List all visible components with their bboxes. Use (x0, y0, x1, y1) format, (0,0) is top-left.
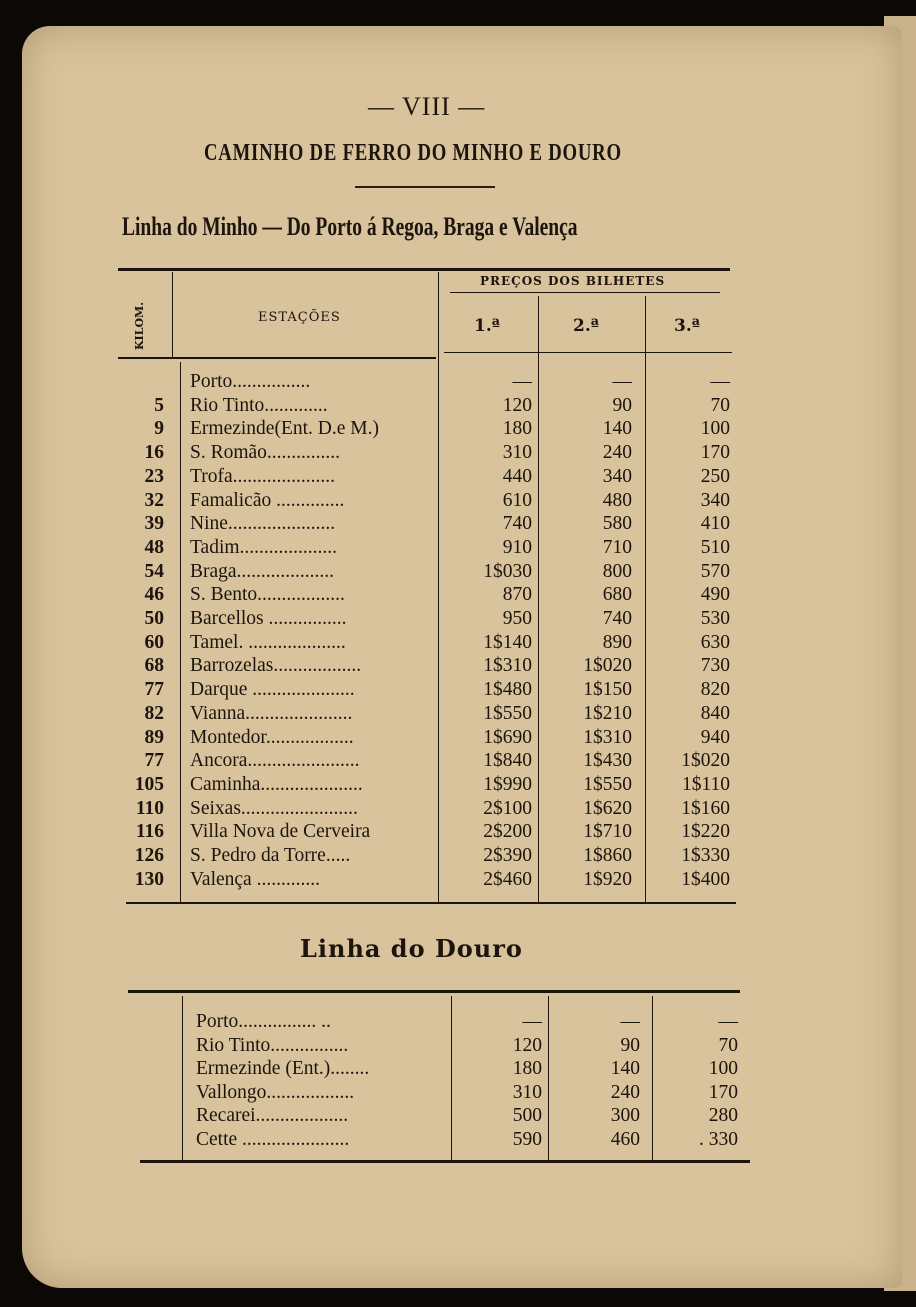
douro-bottom-rule (140, 1160, 750, 1163)
price-2nd: — (612, 371, 632, 392)
price-3rd: 820 (700, 679, 730, 701)
km-cell: 110 (135, 797, 164, 819)
header-precos: PREÇOS DOS BILHETES (480, 274, 666, 288)
price-2nd: 580 (602, 513, 632, 535)
page-number: — VIII — (368, 92, 486, 121)
price-1st: 310 (512, 1081, 542, 1103)
km-cell: 130 (134, 868, 164, 890)
price-2nd: 1$150 (583, 679, 632, 701)
price-3rd: 170 (708, 1081, 738, 1103)
station-name: Tadim.................... (190, 536, 338, 558)
station-name: Seixas........................ (190, 797, 358, 819)
table-top-rule (118, 268, 730, 271)
station-name: Rio Tinto............. (190, 394, 328, 416)
station-name: Barrozelas.................. (190, 655, 362, 677)
station-name: Ancora....................... (190, 750, 360, 772)
price-2nd: 680 (602, 584, 632, 606)
price-2nd: 1$710 (583, 821, 632, 843)
station-name: Barcellos ................ (190, 608, 347, 629)
header-bottom-rule (118, 357, 436, 359)
km-cell: 16 (144, 442, 164, 464)
header-class-2: 2.ª (573, 316, 600, 336)
price-3rd: 570 (700, 560, 730, 582)
price-3rd: 1$220 (681, 821, 730, 843)
price-2nd: 90 (612, 394, 632, 416)
price-3rd: 510 (700, 536, 730, 558)
station-name: Vianna...................... (190, 702, 353, 724)
price-1st: — (512, 371, 532, 392)
price-3rd: 340 (700, 489, 730, 511)
price-3rd: . 330 (699, 1128, 738, 1150)
price-3rd: 630 (700, 631, 730, 653)
price-3rd: 410 (700, 513, 730, 535)
price-3rd: 490 (700, 584, 730, 606)
station-name: Vallongo.................. (196, 1081, 355, 1103)
price-2nd: 240 (602, 442, 632, 464)
price-1st: — (522, 1011, 542, 1032)
price-1st: 2$390 (483, 845, 532, 866)
station-name: Valença ............. (190, 868, 320, 890)
station-name: Porto................ (190, 371, 311, 392)
price-3rd: 1$330 (681, 845, 730, 866)
station-name: Tamel. .................... (190, 631, 346, 653)
price-1st: 610 (502, 489, 532, 511)
station-name: S. Bento.................. (190, 584, 345, 606)
station-name: Ermezinde(Ent. D.e M.) (190, 418, 379, 440)
price-1st: 440 (502, 465, 532, 487)
price-2nd: 1$430 (583, 750, 632, 772)
price-1st: 500 (512, 1105, 542, 1126)
price-2nd: 1$210 (583, 702, 632, 724)
price-2nd: 1$020 (583, 655, 632, 677)
price-1st: 590 (512, 1128, 542, 1150)
km-cell: 9 (154, 418, 164, 440)
station-name: Ermezinde (Ent.)........ (196, 1058, 370, 1079)
price-1st: 1$030 (483, 560, 532, 582)
station-name: Braga.................... (190, 560, 335, 582)
price-1st: 1$690 (483, 726, 532, 748)
price-2nd: 1$550 (583, 773, 632, 795)
station-name: Caminha..................... (190, 773, 363, 795)
price-1st: 180 (502, 418, 532, 440)
price-3rd: — (710, 371, 730, 392)
km-cell: 46 (144, 584, 164, 606)
price-3rd: 1$400 (681, 868, 730, 890)
station-name: Trofa..................... (190, 465, 335, 487)
km-cell: 68 (144, 655, 164, 677)
km-cell: 116 (135, 821, 164, 843)
price-1st: 950 (502, 608, 532, 629)
price-3rd: 530 (700, 608, 730, 629)
station-name: Nine...................... (190, 513, 336, 535)
price-1st: 1$990 (483, 773, 532, 795)
price-1st: 870 (502, 584, 532, 606)
header-class-3: 3.ª (674, 316, 701, 336)
km-cell: 89 (144, 726, 164, 748)
price-2nd: 1$860 (583, 845, 632, 866)
price-2nd: 460 (610, 1128, 640, 1150)
price-3rd: 840 (700, 702, 730, 724)
price-1st: 1$140 (483, 631, 532, 653)
column-divider (182, 996, 183, 1160)
km-cell: 126 (134, 845, 164, 866)
price-3rd: 100 (708, 1058, 738, 1079)
price-1st: 2$460 (483, 868, 532, 890)
precos-underline (450, 292, 720, 293)
price-2nd: 1$920 (583, 868, 632, 890)
price-3rd: 250 (700, 465, 730, 487)
price-1st: 120 (512, 1034, 542, 1056)
price-1st: 1$310 (483, 655, 532, 677)
price-3rd: 280 (708, 1105, 738, 1126)
km-cell: 5 (154, 394, 164, 416)
km-cell: 105 (134, 773, 164, 795)
price-1st: 2$100 (483, 797, 532, 819)
km-cell: 50 (144, 608, 164, 629)
price-3rd: 1$110 (681, 773, 730, 795)
km-cell: 60 (144, 631, 164, 653)
km-cell: 82 (144, 702, 164, 724)
price-3rd: 70 (710, 394, 730, 416)
price-3rd: 940 (700, 726, 730, 748)
station-name: Villa Nova de Cerveira (190, 821, 371, 843)
price-1st: 1$550 (483, 702, 532, 724)
price-1st: 910 (502, 536, 532, 558)
price-2nd: 480 (602, 489, 632, 511)
price-3rd: — (718, 1011, 738, 1032)
price-1st: 310 (502, 442, 532, 464)
price-1st: 1$480 (483, 679, 532, 701)
station-name: Recarei................... (196, 1105, 349, 1126)
douro-top-rule (128, 990, 740, 993)
price-1st: 180 (512, 1058, 542, 1079)
price-2nd: 140 (610, 1058, 640, 1079)
km-cell: 23 (144, 465, 164, 487)
station-name: S. Romão............... (190, 442, 341, 464)
km-cell (124, 370, 164, 394)
price-2nd: 1$310 (583, 726, 632, 748)
price-3rd: 1$020 (681, 750, 730, 772)
column-divider (438, 272, 439, 902)
price-3rd: 70 (718, 1034, 738, 1056)
station-name: Darque ..................... (190, 679, 355, 701)
price-2nd: 240 (610, 1081, 640, 1103)
price-3rd: 170 (700, 442, 730, 464)
price-2nd: 1$620 (583, 797, 632, 819)
km-cell: 77 (144, 679, 164, 701)
section-subtitle: Linha do Minho — Do Porto á Regoa, Braga e Valença (122, 212, 578, 241)
price-3rd: 100 (700, 418, 730, 440)
price-2nd: 300 (610, 1105, 640, 1126)
header-bottom-rule-prices (444, 352, 732, 353)
price-2nd: 140 (602, 418, 632, 440)
column-divider (172, 272, 173, 358)
price-1st: 120 (502, 394, 532, 416)
price-1st: 1$840 (483, 750, 532, 772)
km-cell: 54 (144, 560, 164, 582)
price-3rd: 1$160 (681, 797, 730, 819)
table-bottom-rule (126, 902, 736, 904)
price-2nd: 740 (602, 608, 632, 629)
price-3rd: 730 (700, 655, 730, 677)
title-divider (355, 186, 495, 188)
station-name: Montedor.................. (190, 726, 354, 748)
station-name: Famalicão .............. (190, 489, 345, 511)
price-2nd: 710 (602, 536, 632, 558)
station-name: Porto................ .. (196, 1011, 331, 1032)
column-divider (538, 296, 539, 902)
price-2nd: — (620, 1011, 640, 1032)
km-cell: 48 (144, 536, 164, 558)
station-name: S. Pedro da Torre..... (190, 845, 351, 866)
header-class-1: 1.ª (474, 316, 501, 336)
column-divider (548, 996, 549, 1160)
price-1st: 740 (502, 513, 532, 535)
header-estacoes: ESTAÇÕES (258, 310, 341, 325)
price-2nd: 90 (620, 1034, 640, 1056)
douro-section-title: Linha do Douro (300, 934, 523, 963)
km-cell: 32 (144, 489, 164, 511)
station-name: Rio Tinto................ (196, 1034, 349, 1056)
km-cell: 39 (144, 513, 164, 535)
price-2nd: 340 (602, 465, 632, 487)
station-name: Cette ...................... (196, 1128, 350, 1150)
column-divider (180, 362, 181, 902)
price-2nd: 890 (602, 631, 632, 653)
price-2nd: 800 (602, 560, 632, 582)
km-cell: 77 (144, 750, 164, 772)
page-title: CAMINHO DE FERRO DO MINHO E DOURO (204, 140, 622, 166)
price-1st: 2$200 (483, 821, 532, 843)
